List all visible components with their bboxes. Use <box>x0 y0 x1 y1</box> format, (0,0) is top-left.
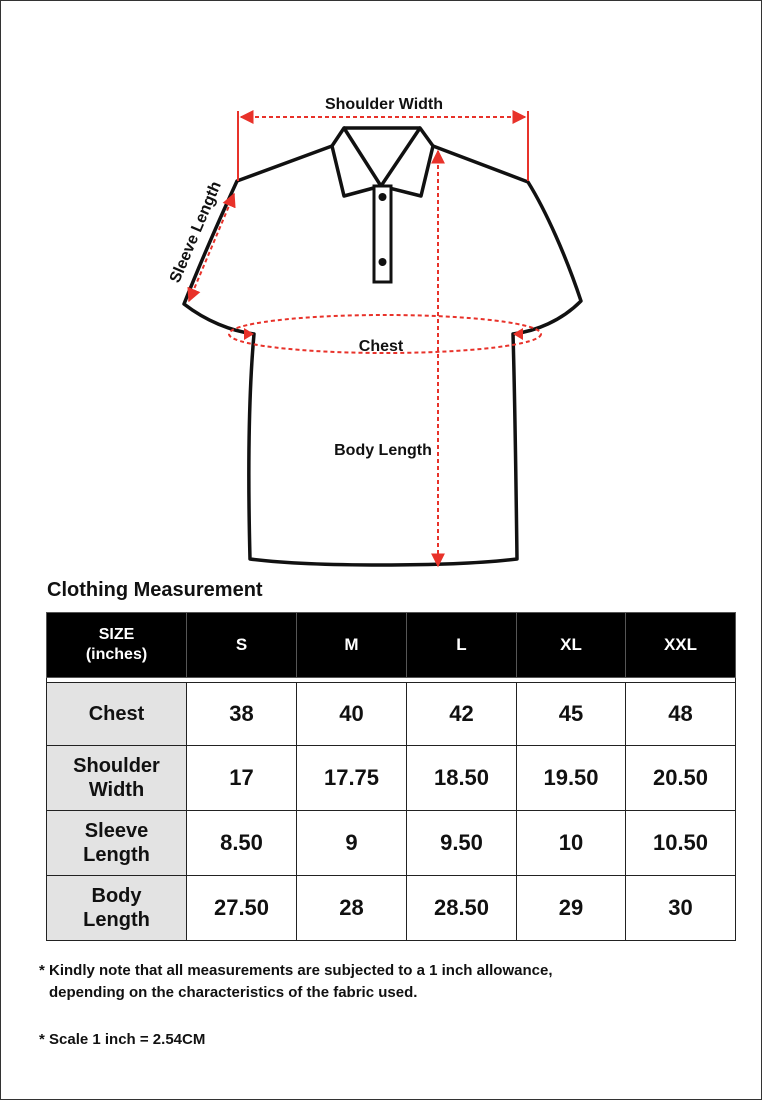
table-cell: 10 <box>517 811 626 876</box>
row-label <box>47 876 187 941</box>
polo-shirt-diagram <box>1 1 762 576</box>
size-header-line2: (inches) <box>85 646 148 663</box>
size-header: L <box>407 613 517 678</box>
allowance-note <box>39 960 553 1004</box>
scale-note: * Scale 1 inch = 2.54CM <box>39 1031 206 1048</box>
size-header: XL <box>517 613 626 678</box>
row-label-line2: Length <box>83 844 150 866</box>
table-cell: 17.75 <box>297 746 407 811</box>
row-label <box>47 746 187 811</box>
body-length-label: Body Length <box>334 442 432 459</box>
table-cell: 29 <box>517 876 626 941</box>
table-cell: 38 <box>187 683 297 746</box>
table-cell: 17 <box>187 746 297 811</box>
allowance-note-line2: depending on the characteristics of the fabric used. <box>49 984 418 1001</box>
table-cell: 27.50 <box>187 876 297 941</box>
table-cell: 28 <box>297 876 407 941</box>
table-cell: 9 <box>297 811 407 876</box>
size-column-header <box>47 613 187 678</box>
table-row <box>47 876 736 941</box>
table-cell: 18.50 <box>407 746 517 811</box>
row-label-line1: Shoulder <box>73 755 160 777</box>
row-label <box>47 811 187 876</box>
table-row <box>47 683 736 746</box>
allowance-note-line1: * Kindly note that all measurements are subjected to a 1 inch allowance, <box>39 962 553 979</box>
size-header-line1: SIZE <box>98 626 135 643</box>
table-row <box>47 811 736 876</box>
size-header: S <box>187 613 297 678</box>
table-cell: 42 <box>407 683 517 746</box>
table-cell: 30 <box>626 876 736 941</box>
sleeve-length-label: Sleeve Length <box>166 178 225 286</box>
table-cell: 9.50 <box>407 811 517 876</box>
table-cell: 20.50 <box>626 746 736 811</box>
button <box>379 258 387 266</box>
row-label-line2: Length <box>83 909 150 931</box>
row-label-line1: Chest <box>88 703 145 725</box>
row-label-line1: Body <box>91 885 142 907</box>
table-cell: 48 <box>626 683 736 746</box>
size-header: XXL <box>626 613 736 678</box>
size-header: M <box>297 613 407 678</box>
table-row <box>47 746 736 811</box>
table-cell: 28.50 <box>407 876 517 941</box>
row-label-line1: Sleeve <box>84 820 149 842</box>
table-cell: 45 <box>517 683 626 746</box>
table-cell: 19.50 <box>517 746 626 811</box>
row-label-line2: Width <box>88 779 145 801</box>
table-header-row <box>47 613 736 678</box>
shoulder-width-label: Shoulder Width <box>324 96 444 113</box>
size-table <box>46 612 736 941</box>
table-cell: 8.50 <box>187 811 297 876</box>
table-cell: 40 <box>297 683 407 746</box>
section-title: Clothing Measurement <box>47 579 263 601</box>
chest-label: Chest <box>358 338 404 355</box>
row-label <box>47 683 187 746</box>
button <box>379 193 387 201</box>
table-cell: 10.50 <box>626 811 736 876</box>
